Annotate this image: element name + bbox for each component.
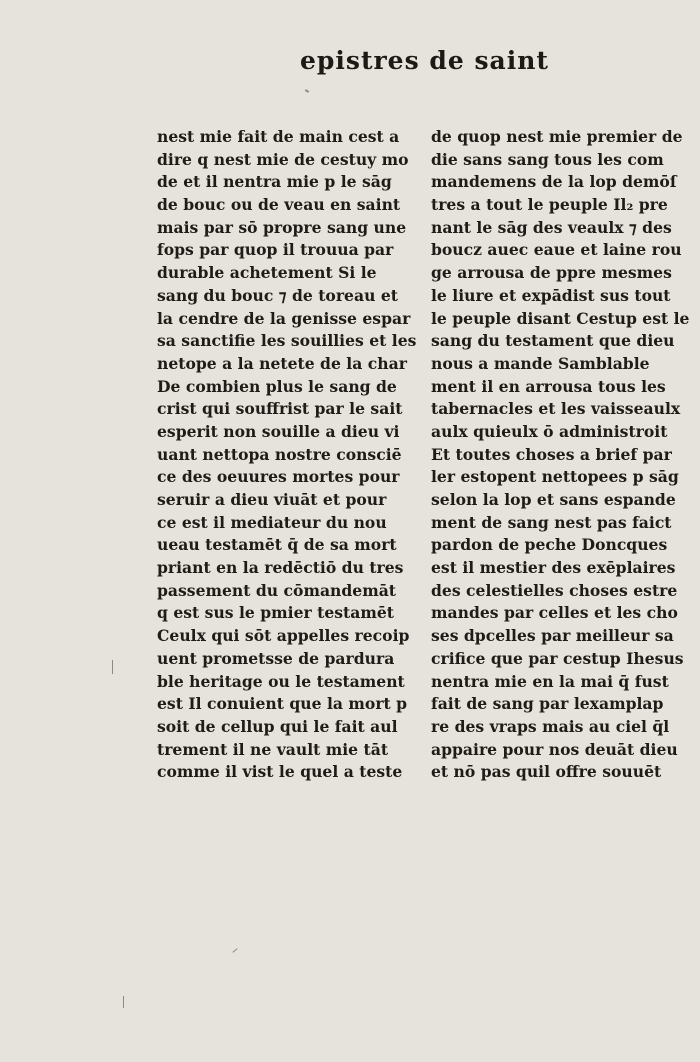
text-line: ses dpcelles par meilleur sa bbox=[431, 626, 674, 646]
text-line: des celestielles choses estre bbox=[431, 580, 678, 600]
text-line: uant nettopa nostre consciē bbox=[157, 444, 402, 464]
text-line: ce des oeuures mortes pour bbox=[157, 467, 400, 487]
text-line: Ceulx qui sōt appelles recoip bbox=[157, 626, 410, 646]
text-line: q est sus le pmier testamēt bbox=[157, 603, 394, 623]
text-line: mandes par celles et les cho bbox=[431, 603, 678, 623]
text-line: nous a mande Samblable bbox=[431, 353, 650, 373]
text-line: la cendre de la genisse espar bbox=[157, 308, 411, 328]
text-line: et nō pas quil offre souuēt bbox=[431, 762, 662, 782]
text-line: pardon de peche Doncques bbox=[431, 535, 668, 555]
left-text-column bbox=[157, 126, 417, 784]
text-line: seruir a dieu viuāt et pour bbox=[157, 490, 387, 509]
text-line: dire q nest mie de cestuy mo bbox=[157, 149, 409, 169]
text-line: le peuple disant Cestup est le bbox=[431, 308, 690, 328]
paper-speck bbox=[123, 996, 124, 1008]
text-line: die sans sang tous les com bbox=[431, 149, 664, 169]
text-line: ge arrousa de ppre mesmes bbox=[431, 263, 672, 283]
text-line: soit de cellup qui le fait aul bbox=[157, 716, 398, 736]
text-line: durable achetement Si le bbox=[157, 263, 377, 283]
text-line: nentra mie en la mai q̄ fust bbox=[431, 671, 669, 691]
text-line: le liure et expādist sus tout bbox=[431, 285, 671, 305]
text-line: selon la lop et sans espande bbox=[431, 490, 676, 509]
paper-speck bbox=[305, 89, 309, 93]
text-line: ler estopent nettopees p sāg bbox=[431, 467, 679, 487]
text-line: trement il ne vault mie tāt bbox=[157, 739, 389, 759]
text-line: priant en la redēctiō du tres bbox=[157, 558, 404, 578]
text-line: aulx quieulx ō administroit bbox=[431, 421, 668, 441]
text-line: fait de sang par lexamplap bbox=[431, 694, 664, 714]
text-line: sang du bouc ⁊ de toreau et bbox=[157, 285, 398, 305]
text-line: est il mestier des exēplaires bbox=[431, 558, 676, 578]
text-line: boucz auec eaue et laine rou bbox=[431, 240, 682, 260]
text-line: uent prometsse de pardura bbox=[157, 648, 395, 668]
text-line: fops par quop il trouua par bbox=[157, 240, 394, 260]
text-line: de quop nest mie premier de bbox=[431, 127, 683, 146]
text-line: de et il nentra mie p le sāg bbox=[157, 172, 392, 192]
text-line: nant le sāg des veaulx ⁊ des bbox=[431, 217, 672, 237]
text-line: appaire pour nos deuāt dieu bbox=[431, 739, 678, 759]
text-line: esperit non souille a dieu vi bbox=[157, 421, 400, 441]
text-line: De combien plus le sang de bbox=[157, 376, 397, 396]
running-head: epistres de saint bbox=[300, 46, 549, 75]
text-line: passement du cōmandemāt bbox=[157, 580, 397, 600]
text-line: ment de sang nest pas faict bbox=[431, 512, 672, 532]
text-line: tres a tout le peuple Il₂ pre bbox=[431, 195, 668, 215]
text-line: est Il conuient que la mort p bbox=[157, 694, 408, 714]
text-line: de bouc ou de veau en saint bbox=[157, 195, 401, 215]
text-line: tabernacles et les vaisseaulx bbox=[431, 399, 681, 419]
text-line: nest mie fait de main cest a bbox=[157, 127, 400, 146]
text-line: comme il vist le quel a teste bbox=[157, 762, 403, 782]
text-line: netope a la netete de la char bbox=[157, 353, 407, 373]
text-line: ble heritage ou le testament bbox=[157, 671, 405, 691]
right-text-column bbox=[431, 126, 690, 784]
text-line: mandemens de la lop demōſ bbox=[431, 172, 677, 192]
text-line: crifice que par cestup Ihesus bbox=[431, 648, 684, 668]
text-line: sang du testament que dieu bbox=[431, 331, 675, 351]
text-line: ce est il mediateur du nou bbox=[157, 512, 387, 532]
text-line: Et toutes choses a brief par bbox=[431, 444, 672, 464]
text-line: crist qui souffrist par le sait bbox=[157, 399, 403, 419]
text-line: mais par sō propre sang une bbox=[157, 217, 407, 237]
text-line: sa sanctifie les souillies et les bbox=[157, 331, 417, 351]
paper-speck bbox=[232, 948, 237, 953]
text-line: ment il en arrousa tous les bbox=[431, 376, 666, 396]
paper-speck bbox=[112, 660, 113, 674]
text-line: re des vraps mais au ciel q̄l bbox=[431, 716, 670, 736]
text-line: ueau testamēt q̄ de sa mort bbox=[157, 535, 397, 555]
